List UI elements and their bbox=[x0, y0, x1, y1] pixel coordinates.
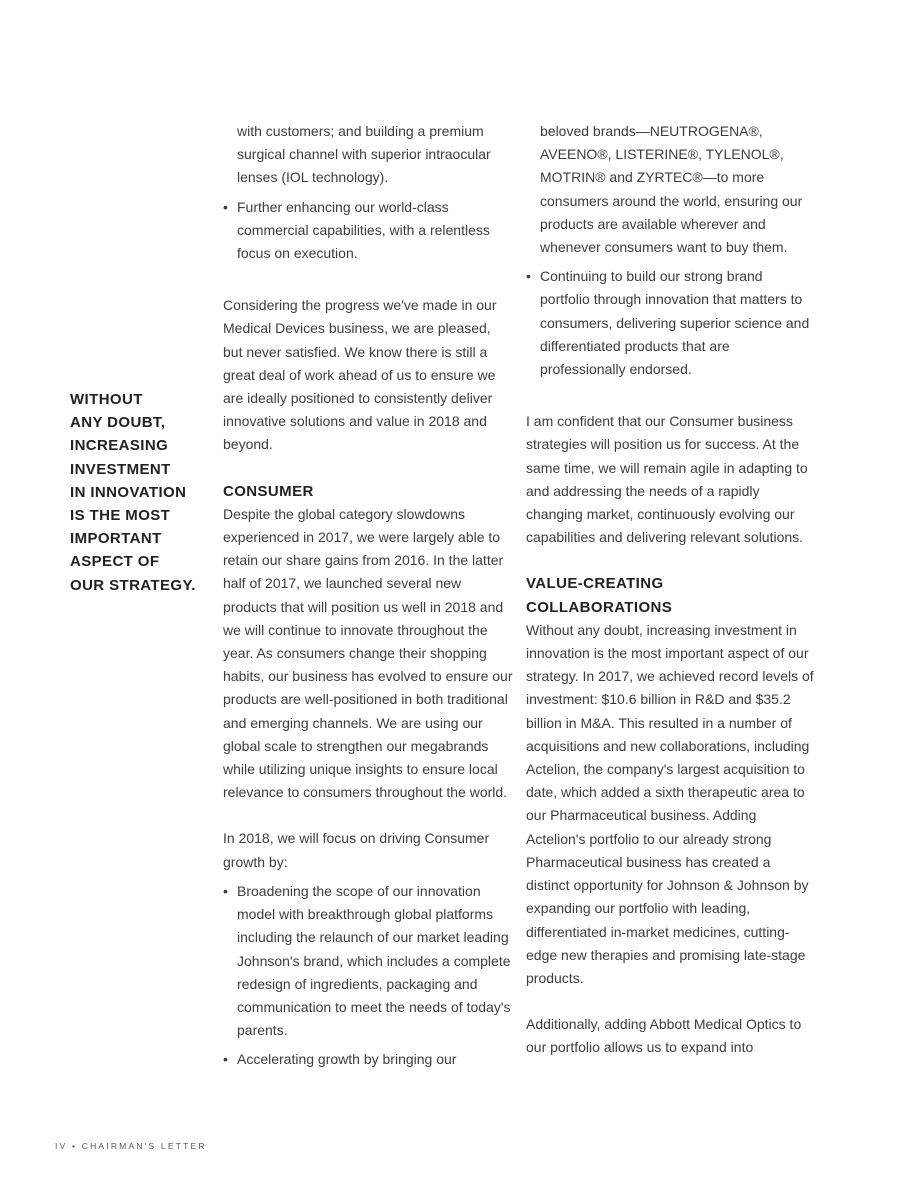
bullet-item bbox=[223, 1048, 513, 1071]
paragraph: Despite the global category slowdowns experienced in 2017, we were largely able to retain our share gains from 2016. In the latter half of 2017, we launched several new products that will position us well in 2018 and we will continue to innovate throughout the year. As consumers change their shopping habits, our business has evolved to ensure our products are well-positioned in both traditional and emerging channels. We are using our global scale to strengthen our megabrands while utilizing unique insights to ensure local relevance to consumers throughout the world. bbox=[223, 505, 513, 801]
bullet-item bbox=[223, 196, 513, 266]
bullet-marker: • bbox=[223, 1051, 228, 1068]
middle-column bbox=[223, 120, 513, 1078]
bullet-list bbox=[223, 880, 513, 1072]
pull-quote-line: WITHOUT bbox=[70, 391, 143, 408]
bullet-list bbox=[526, 265, 816, 381]
paragraph: I am confident that our Consumer business strategies will position us for success. At the same time, we will remain agile in adapting to and addressing the needs of a rapidly changing market, continuously evolving our capabilities and delivering relevant solutions. bbox=[526, 413, 808, 546]
pull-quote-line: INVESTMENT bbox=[70, 460, 171, 478]
bullet-text: Accelerating growth by bringing our bbox=[237, 1051, 457, 1068]
right-column bbox=[526, 120, 816, 1060]
paragraph: Considering the progress we've made in our Medical Devices business, we are pleased, but never satisfied. We know there is still a great deal of work ahead of us to ensure we are ideally positioned to consistently deliver innovative solutions and value in 2018 and beyond. bbox=[223, 297, 497, 453]
bullet-marker: • bbox=[223, 198, 228, 215]
pull-quote-line: ANY DOUBT, bbox=[70, 414, 166, 432]
pull-quote-line: OUR STRATEGY. bbox=[70, 576, 196, 594]
bullet-text: Continuing to build our strong brand portfolio through innovation that matters to consumers, delivering superior science and differentiated products that are professionally endorsed. bbox=[540, 268, 810, 378]
pull-quote-line: INCREASING bbox=[70, 437, 169, 455]
pull-quote-line: IS THE MOST bbox=[70, 507, 171, 525]
pull-quote-line: IMPORTANT bbox=[70, 530, 162, 548]
bullet-marker: • bbox=[223, 882, 228, 899]
paragraph: Without any doubt, increasing investment in innovation is the most important aspect of our strategy. In 2017, we achieved record levels of investment: $10.6 billion in R&D and $35.2 billion in M&A. This resulted in a number of acquisitions and new collaborations, including Actelion, the company's largest acquisition to date, which added a sixth therapeutic area to our Pharmaceutical business. Adding Actelion's portfolio to our already strong Pharmaceutical business has created a distinct opportunity for Johnson & Johnson by expanding our portfolio with leading, differentiated in-market medicines, cutting-edge new therapies and promising late-stage products. bbox=[526, 621, 814, 986]
section-heading-collaborations: VALUE-CREATING COLLABORATIONS bbox=[526, 575, 673, 616]
bullet-text: Broadening the scope of our innovation model with breakthrough global platforms including the relaunch of our market leading Johnson's brand, which includes a complete redesign of ingredients, packaging and communication to meet the needs of today's parents. bbox=[237, 882, 511, 1039]
section-heading-consumer: CONSUMER bbox=[223, 482, 314, 500]
pull-quote-line: IN INNOVATION bbox=[70, 483, 187, 501]
bullet-item bbox=[526, 265, 816, 381]
paragraph: In 2018, we will focus on driving Consumer growth by: bbox=[223, 830, 490, 870]
bullet-item bbox=[223, 880, 513, 1042]
page-footer: IV • CHAIRMAN'S LETTER bbox=[55, 1141, 207, 1151]
paragraph: Additionally, adding Abbott Medical Optics to our portfolio allows us to expand into bbox=[526, 1016, 802, 1056]
pull-quote-line: ASPECT OF bbox=[70, 553, 160, 571]
bullet-list bbox=[223, 196, 513, 266]
pull-quote bbox=[70, 388, 210, 597]
bullet-text: Further enhancing our world-class commercial capabilities, with a relentless focus on execution. bbox=[237, 198, 490, 262]
bullet-marker: • bbox=[526, 268, 531, 285]
continued-bullet-text: with customers; and building a premium surgical channel with superior intraocular lenses (IOL technology). bbox=[237, 123, 491, 186]
continued-bullet-text: beloved brands—NEUTROGENA®, AVEENO®, LISTERINE®, TYLENOL®, MOTRIN® and ZYRTEC®—to more consumers around the world, ensuring our products are available wherever and whenever consumers want to buy them. bbox=[540, 123, 803, 256]
